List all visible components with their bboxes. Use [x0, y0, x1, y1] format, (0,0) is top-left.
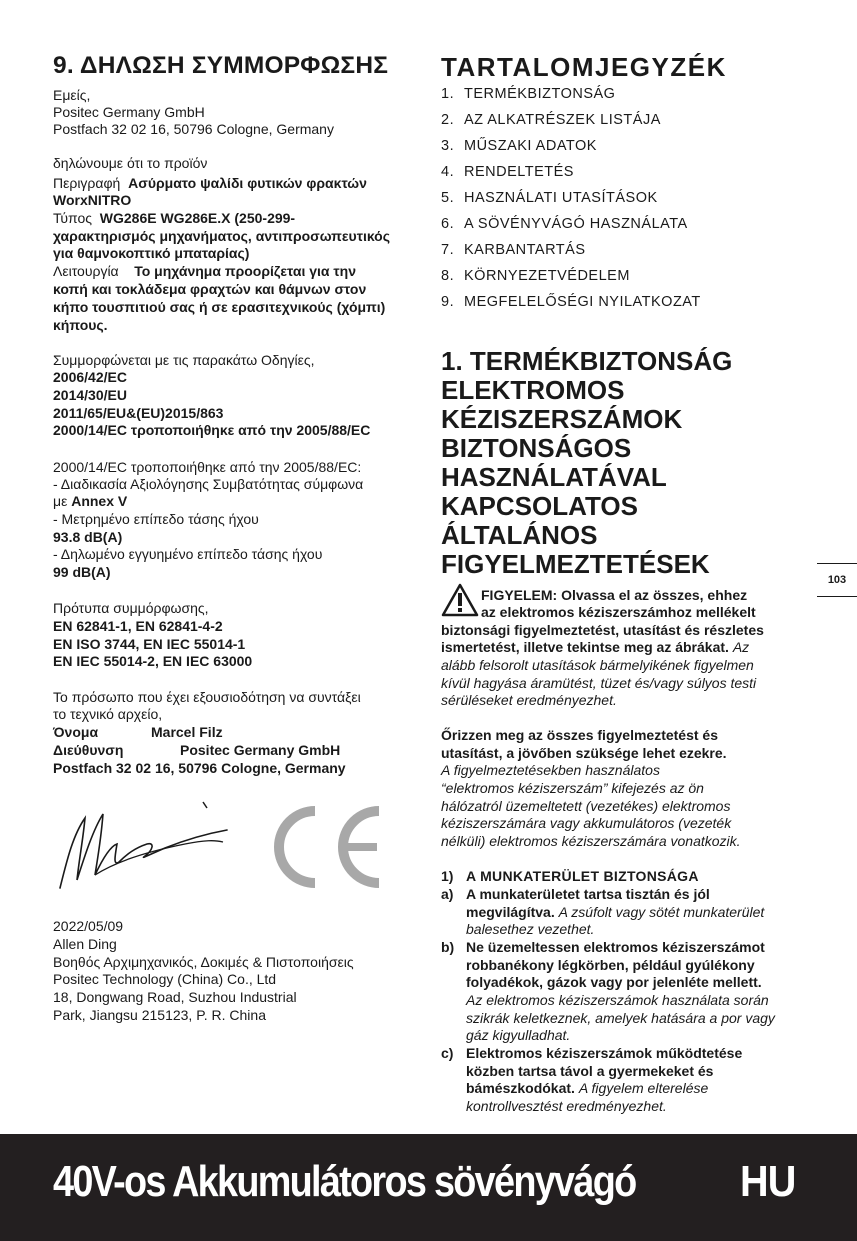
warning-text: ismertetést, illetve tekintse meg az ábrákat. — [441, 639, 729, 655]
warning-line: FIGYELEM: Olvassa el az összes, ehhez — [481, 587, 748, 603]
toc-label: AZ ALKATRÉSZEK LISTÁJA — [464, 112, 661, 128]
toc-item[interactable] — [441, 268, 630, 284]
address-label: Διεύθυνση — [53, 742, 124, 758]
item-b-line: szikrák keletkeznek, amelyek hatására a por vagy — [466, 1010, 775, 1026]
toc-item[interactable] — [441, 294, 701, 310]
function-value-4: κήπους. — [53, 317, 108, 333]
address-value: Positec Germany GmbH — [180, 742, 341, 758]
we-text: Εμείς, — [53, 87, 91, 103]
signer-company: Positec Technology (China) Co., Ltd — [53, 971, 277, 987]
toc-label: HASZNÁLATI UTASÍTÁSOK — [464, 190, 658, 206]
item-a-italic: A zsúfolt vagy sötét munkaterület — [558, 904, 765, 920]
keep-line: A figyelmeztetésekben használatos — [441, 762, 660, 778]
complies-text: Συμμορφώνεται με τις παρακάτω Οδηγίες, — [53, 352, 315, 368]
safety-heading-line: HASZNÁLATÁVAL — [441, 462, 667, 492]
section-title: A MUNKATERÜLET BIZTONSÁGA — [466, 868, 699, 884]
address-text: Postfach 32 02 16, 50796 Cologne, Germany — [53, 121, 334, 137]
warning-icon — [441, 583, 479, 617]
toc-label: RENDELTETÉS — [464, 164, 574, 180]
function-value-2: κοπή και τοκλάδεμα φραχτών και θάμνων στον — [53, 281, 367, 297]
safety-heading-line: FIGYELMEZTETÉSEK — [441, 549, 710, 579]
warning-text-italic: Az — [732, 639, 750, 655]
description-value: Ασύρματο ψαλίδι φυτικών φρακτών — [128, 175, 367, 191]
directive-item: 2011/65/EU&(EU)2015/863 — [53, 405, 224, 421]
toc-label: TERMÉKBIZTONSÁG — [464, 86, 616, 102]
item-c-line: Elektromos kéziszerszámok működtetése — [466, 1045, 743, 1061]
signature-image — [55, 800, 235, 895]
section-number: 1) — [441, 868, 454, 884]
safety-heading-line: KÉZISZERSZÁMOK — [441, 404, 683, 434]
toc-item[interactable] — [441, 112, 661, 128]
function-value-3: κήπο τουσπιτιού σας ή σε ερασιτεχνικούς (χόμπι) — [53, 299, 386, 315]
directive-item: 2000/14/EC τροποποιήθηκε από την 2005/88/EC — [53, 422, 371, 438]
item-c-bold: bámészkodókat. — [466, 1080, 575, 1096]
name-value: Marcel Filz — [151, 724, 223, 740]
standard-item: EN IEC 55014-2, EN IEC 63000 — [53, 653, 253, 669]
type-row — [53, 210, 295, 227]
keep-line: Őrizzen meg az összes figyelmeztetést és — [441, 727, 718, 743]
warning-line — [441, 639, 811, 657]
item-a-line — [466, 904, 811, 922]
keep-line: kéziszerszámára vagy akkumulátoros (vezeték — [441, 815, 732, 831]
type-value-3: για θαμνοκοπτικό μπαταρίας) — [53, 245, 250, 261]
toc-item[interactable] — [441, 190, 658, 206]
toc-label: A SÖVÉNYVÁGÓ HASZNÁLATA — [464, 216, 688, 232]
type-value-2: χαρακτηρισμός μηχανήματος, αντιπροσωπευτικός — [53, 228, 391, 244]
date-text: 2022/05/09 — [53, 918, 124, 934]
function-value: Το μηχάνημα προορίζεται για την — [134, 263, 356, 279]
toc-label: MŰSZAKI ADATOK — [464, 138, 597, 154]
toc-label: KARBANTARTÁS — [464, 242, 586, 258]
amended-text: 2000/14/EC τροποποιήθηκε από την 2005/88/EC: — [53, 459, 362, 475]
keep-line: nélküli) elektromos kéziszerszámára vonatkozik. — [441, 833, 741, 849]
toc-number: 9. — [441, 294, 455, 310]
item-c-line: kontrollvesztést eredményezhet. — [466, 1098, 667, 1114]
footer-title: 40V-os Akkumulátoros sövényvágó — [53, 1157, 636, 1206]
toc-number: 7. — [441, 242, 455, 258]
procedure-text: - Διαδικασία Αξιολόγησης Συμβατότητας σύμφωνα — [53, 476, 364, 492]
standard-item: EN ISO 3744, EN IEC 55014-1 — [53, 636, 246, 652]
declaration-heading: 9. ΔΗΛΩΣΗ ΣΥΜΜΟΡΦΩΣΗΣ — [53, 52, 389, 79]
name-label: Όνομα — [53, 724, 99, 740]
toc-item[interactable] — [441, 216, 688, 232]
signer-name: Allen Ding — [53, 936, 117, 952]
toc-item[interactable] — [441, 164, 574, 180]
toc-number: 3. — [441, 138, 455, 154]
toc-item[interactable] — [441, 86, 615, 102]
warning-line: sérüléseket eredményezhet. — [441, 692, 617, 708]
measured-value: 93.8 dB(A) — [53, 529, 123, 545]
safety-heading-line: ELEKTROMOS — [441, 375, 625, 405]
item-b-line: Ne üzemeltessen elektromos kéziszerszámot — [466, 939, 765, 955]
guaranteed-value: 99 dB(A) — [53, 564, 111, 580]
annex-value: Annex V — [71, 493, 128, 509]
keep-line: “elektromos kéziszerszám” kifejezés az ön — [441, 780, 704, 796]
signer-address-2: Park, Jiangsu 215123, P. R. China — [53, 1007, 266, 1023]
item-b-line: gáz kigyulladhat. — [466, 1027, 571, 1043]
authorized-text: Το πρόσωπο που έχει εξουσιοδότηση να συντάξει — [53, 689, 361, 705]
ce-mark-icon — [265, 805, 387, 889]
company-text: Positec Germany GmbH — [53, 104, 205, 120]
toc-number: 5. — [441, 190, 455, 206]
item-a-line: A munkaterületet tartsa tisztán és jól — [466, 886, 710, 902]
safety-heading-line: ÁLTALÁNOS — [441, 520, 598, 550]
keep-line: utasítást, a jövőben szüksége lehet ezekre. — [441, 745, 727, 761]
toc-number: 4. — [441, 164, 455, 180]
item-c-italic: A figyelem elterelése — [578, 1080, 709, 1096]
toc-label: KÖRNYEZETVÉDELEM — [464, 268, 630, 284]
toc-heading: TARTALOMJEGYZÉK — [441, 52, 727, 82]
authorized-text-2: το τεχνικό αρχείο, — [53, 706, 163, 722]
safety-heading-line: KAPCSOLATOS — [441, 491, 638, 521]
toc-label: MEGFELELŐSÉGI NYILATKOZAT — [464, 294, 701, 310]
toc-number: 1. — [441, 86, 455, 102]
item-a-bold: megvilágítva. — [466, 904, 555, 920]
item-c-line — [466, 1080, 811, 1098]
warning-line: az elektromos kéziszerszámhoz mellékelt — [481, 604, 756, 620]
toc-number: 2. — [441, 112, 455, 128]
standard-item: EN 62841-1, EN 62841-4-2 — [53, 618, 223, 634]
footer-language: HU — [740, 1157, 796, 1206]
declare-text: δηλώνουμε ότι το προϊόν — [53, 155, 208, 171]
warning-line: kívül hagyása áramütést, tüzet és/vagy súlyos testi — [441, 675, 757, 691]
item-label: a) — [441, 886, 454, 902]
toc-item[interactable] — [441, 242, 586, 258]
warning-line: biztonsági figyelmeztetést, utasítást és részletes — [441, 622, 764, 638]
procedure-annex-prefix: με — [53, 493, 68, 509]
guaranteed-label: - Δηλωμένο εγγυημένο επίπεδο τάσης ήχου — [53, 546, 323, 562]
description-value-2: WorxNITRO — [53, 192, 132, 208]
standards-label: Πρότυπα συμμόρφωσης, — [53, 600, 209, 616]
toc-number: 8. — [441, 268, 455, 284]
item-a-line: balesethez vezethet. — [466, 921, 595, 937]
warning-line: alább felsorolt utasítások bármelyikének figyelmen — [441, 657, 754, 673]
directive-item: 2014/30/EU — [53, 387, 127, 403]
safety-heading-line: 1. TERMÉKBIZTONSÁG — [441, 346, 733, 376]
item-b-line: robbanékony légkörben, például gyúlékony — [466, 957, 755, 973]
function-row — [53, 263, 356, 280]
type-value: WG286E WG286E.X (250-299- — [99, 210, 296, 226]
toc-number: 6. — [441, 216, 455, 232]
item-b-line: folyadékok, gázok vagy por jelenléte mellett. — [466, 974, 762, 990]
page-number: 103 — [817, 563, 857, 597]
description-row — [53, 175, 367, 192]
procedure-annex — [53, 493, 127, 510]
item-b-line: Az elektromos kéziszerszámok használata során — [466, 992, 769, 1008]
description-label: Περιγραφή — [53, 175, 121, 191]
signer-role: Βοηθός Αρχιμηχανικός, Δοκιμές & Πιστοποιήσεις — [53, 954, 354, 970]
function-label: Λειτουργία — [53, 263, 119, 279]
item-label: b) — [441, 939, 455, 955]
safety-heading — [441, 347, 811, 579]
toc-item[interactable] — [441, 138, 597, 154]
signer-address: 18, Dongwang Road, Suzhou Industrial — [53, 989, 297, 1005]
keep-line: hálózatról üzemeltetett (vezetékes) elektromos — [441, 798, 731, 814]
safety-heading-line: BIZTONSÁGOS — [441, 433, 632, 463]
address-value-2: Postfach 32 02 16, 50796 Cologne, Germany — [53, 760, 346, 776]
item-c-line: közben tartsa távol a gyermekeket és — [466, 1063, 714, 1079]
item-label: c) — [441, 1045, 454, 1061]
directive-item: 2006/42/EC — [53, 369, 127, 385]
measured-label: - Μετρημένο επίπεδο τάσης ήχου — [53, 511, 259, 527]
type-label: Τύπος — [53, 210, 92, 226]
